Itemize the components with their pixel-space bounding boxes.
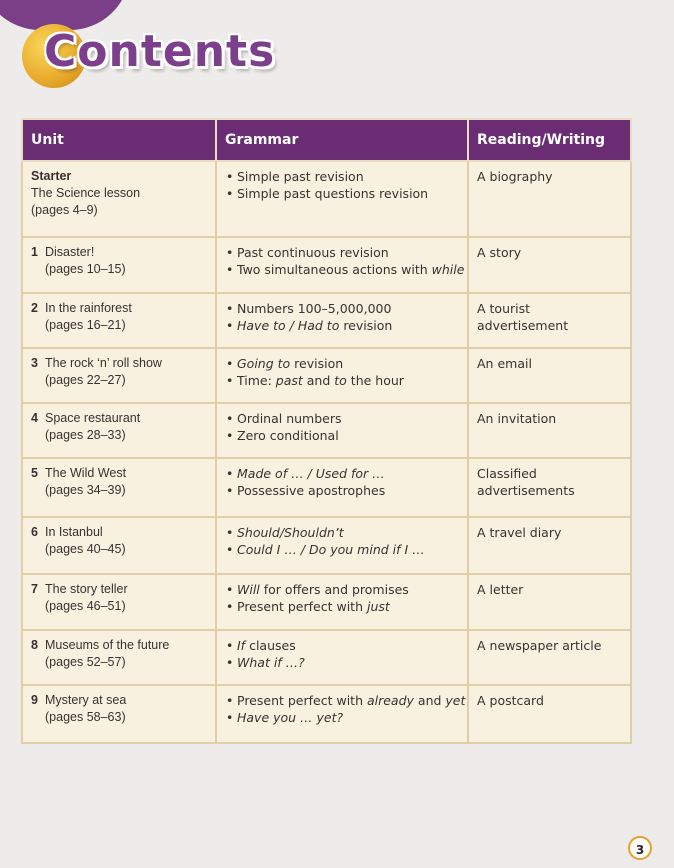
grammar-item	[225, 410, 459, 427]
grammar-text-italic: Have to / Had to	[237, 318, 340, 333]
reading-writing-cell: A story	[468, 237, 631, 293]
grammar-text: and	[413, 693, 446, 708]
unit-number: 8	[31, 638, 38, 652]
grammar-item	[225, 581, 459, 598]
grammar-text: Numbers 100–5,000,000	[237, 301, 392, 316]
grammar-item	[225, 355, 459, 372]
page-title: Contents	[44, 26, 276, 77]
grammar-item	[225, 709, 459, 726]
unit-pages: (pages 22–27)	[45, 373, 126, 387]
unit-title-line	[31, 465, 207, 482]
unit-number: 1	[31, 245, 38, 259]
page-header	[22, 22, 302, 92]
table-row	[22, 161, 631, 237]
unit-cell	[22, 293, 216, 348]
contents-table	[21, 118, 632, 744]
grammar-list	[225, 300, 459, 334]
table-row	[22, 517, 631, 574]
grammar-item	[225, 541, 459, 558]
grammar-text: Simple past revision	[237, 169, 364, 184]
unit-cell	[22, 458, 216, 517]
grammar-cell	[216, 403, 468, 458]
unit-number: 2	[31, 301, 38, 315]
table-row	[22, 630, 631, 685]
reading-writing-cell: A newspaper article	[468, 630, 631, 685]
unit-title: Space restaurant	[45, 411, 141, 425]
grammar-list	[225, 410, 459, 444]
unit-title: The story teller	[45, 582, 128, 596]
grammar-item	[225, 244, 459, 261]
unit-cell	[22, 403, 216, 458]
grammar-item	[225, 317, 459, 334]
unit-number: 6	[31, 525, 38, 539]
unit-title: In the rainforest	[45, 301, 132, 315]
unit-number: 7	[31, 582, 38, 596]
grammar-text-italic: If	[237, 638, 246, 653]
column-header-reading-writing: Reading/Writing	[468, 119, 631, 161]
grammar-text-italic: just	[366, 599, 390, 614]
table-row	[22, 574, 631, 630]
grammar-cell	[216, 574, 468, 630]
column-header-grammar: Grammar	[216, 119, 468, 161]
grammar-list	[225, 355, 459, 389]
grammar-item	[225, 482, 459, 499]
unit-cell	[22, 685, 216, 743]
grammar-item	[225, 261, 465, 278]
unit-title: Museums of the future	[45, 638, 170, 652]
grammar-cell	[216, 237, 468, 293]
grammar-text: Past continuous revision	[237, 245, 389, 260]
grammar-cell	[216, 685, 468, 743]
grammar-text: and	[302, 373, 335, 388]
grammar-cell	[216, 293, 468, 348]
table-row	[22, 403, 631, 458]
unit-title: The Wild West	[45, 466, 127, 480]
reading-writing-cell: A tourist advertisement	[468, 293, 631, 348]
grammar-text-italic: yet	[445, 693, 466, 708]
reading-writing-cell: A postcard	[468, 685, 631, 743]
grammar-text: for offers and promises	[259, 582, 409, 597]
unit-pages: (pages 34–39)	[45, 483, 126, 497]
unit-number: 4	[31, 411, 38, 425]
grammar-list	[225, 692, 466, 726]
unit-pages: (pages 10–15)	[45, 262, 126, 276]
grammar-text: Two simultaneous actions with	[237, 262, 432, 277]
grammar-item	[225, 598, 459, 615]
unit-number: 5	[31, 466, 38, 480]
unit-title: Starter	[31, 169, 72, 183]
unit-cell	[22, 574, 216, 630]
unit-pages: (pages 4–9)	[31, 203, 98, 217]
grammar-text-italic: past	[275, 373, 303, 388]
grammar-item	[225, 372, 459, 389]
grammar-text-italic: Have you … yet?	[237, 710, 344, 725]
grammar-item	[225, 300, 459, 317]
unit-pages: (pages 28–33)	[45, 428, 126, 442]
unit-title-line	[31, 637, 207, 654]
grammar-text-italic: Could I … / Do you mind if I …	[237, 542, 425, 557]
grammar-item	[225, 185, 459, 202]
reading-writing-cell: Classified advertisements	[468, 458, 631, 517]
grammar-item	[225, 465, 459, 482]
grammar-text: Present perfect with	[237, 599, 367, 614]
column-header-unit: Unit	[22, 119, 216, 161]
grammar-text: the hour	[346, 373, 404, 388]
grammar-list	[225, 581, 459, 615]
table-row	[22, 458, 631, 517]
grammar-item	[225, 637, 459, 654]
table-row	[22, 237, 631, 293]
table-row	[22, 348, 631, 403]
unit-title-line	[31, 692, 207, 709]
grammar-text-italic: already	[366, 693, 414, 708]
grammar-text: Simple past questions revision	[237, 186, 429, 201]
grammar-text-italic: Should/Shouldn’t	[237, 525, 344, 540]
unit-pages: (pages 16–21)	[45, 318, 126, 332]
unit-cell	[22, 348, 216, 403]
grammar-list	[225, 244, 465, 278]
unit-title: The rock ‘n’ roll show	[45, 356, 162, 370]
grammar-text-italic: Made of … / Used for …	[237, 466, 385, 481]
unit-pages: (pages 46–51)	[45, 599, 126, 613]
grammar-list	[225, 524, 459, 558]
reading-writing-cell: A biography	[468, 161, 631, 237]
grammar-text-italic: Going to	[237, 356, 291, 371]
grammar-text-italic: while	[431, 262, 465, 277]
grammar-text: clauses	[245, 638, 296, 653]
unit-pages: (pages 40–45)	[45, 542, 126, 556]
reading-writing-cell: An email	[468, 348, 631, 403]
grammar-item	[225, 168, 459, 185]
grammar-list	[225, 465, 459, 499]
unit-cell	[22, 630, 216, 685]
grammar-cell	[216, 630, 468, 685]
grammar-item	[225, 427, 459, 444]
grammar-list	[225, 168, 459, 202]
unit-title-line	[31, 524, 207, 541]
page-number: 3	[628, 836, 652, 860]
grammar-text: Time:	[237, 373, 276, 388]
table-body	[22, 161, 631, 743]
unit-title: Disaster!	[45, 245, 95, 259]
grammar-text: revision	[290, 356, 344, 371]
unit-pages: (pages 58–63)	[45, 710, 126, 724]
grammar-text: revision	[339, 318, 393, 333]
grammar-text: Possessive apostrophes	[237, 483, 386, 498]
grammar-cell	[216, 517, 468, 574]
unit-title-line	[31, 355, 207, 372]
grammar-list	[225, 637, 459, 671]
unit-pages: (pages 52–57)	[45, 655, 126, 669]
unit-title-line	[31, 581, 207, 598]
grammar-text: Ordinal numbers	[237, 411, 342, 426]
unit-number: 3	[31, 356, 38, 370]
grammar-item	[225, 524, 459, 541]
table-row	[22, 685, 631, 743]
unit-title: In Istanbul	[45, 525, 103, 539]
unit-cell	[22, 161, 216, 237]
grammar-text: Present perfect with	[237, 693, 367, 708]
reading-writing-cell: An invitation	[468, 403, 631, 458]
reading-writing-cell: A letter	[468, 574, 631, 630]
grammar-text-italic: What if …?	[237, 655, 305, 670]
grammar-text-italic: Will	[237, 582, 260, 597]
grammar-item	[225, 692, 466, 709]
unit-title: Mystery at sea	[45, 693, 127, 707]
grammar-text-italic: to	[334, 373, 347, 388]
grammar-cell	[216, 161, 468, 237]
table-row	[22, 293, 631, 348]
unit-title-line	[31, 410, 207, 427]
unit-title-line	[31, 244, 207, 261]
grammar-item	[225, 654, 459, 671]
unit-cell	[22, 517, 216, 574]
unit-title-line	[31, 300, 207, 317]
unit-cell	[22, 237, 216, 293]
grammar-cell	[216, 348, 468, 403]
unit-subtitle: The Science lesson	[31, 186, 141, 200]
grammar-text: Zero conditional	[237, 428, 339, 443]
unit-number: 9	[31, 693, 38, 707]
reading-writing-cell: A travel diary	[468, 517, 631, 574]
table-header-row	[22, 119, 631, 161]
grammar-cell	[216, 458, 468, 517]
